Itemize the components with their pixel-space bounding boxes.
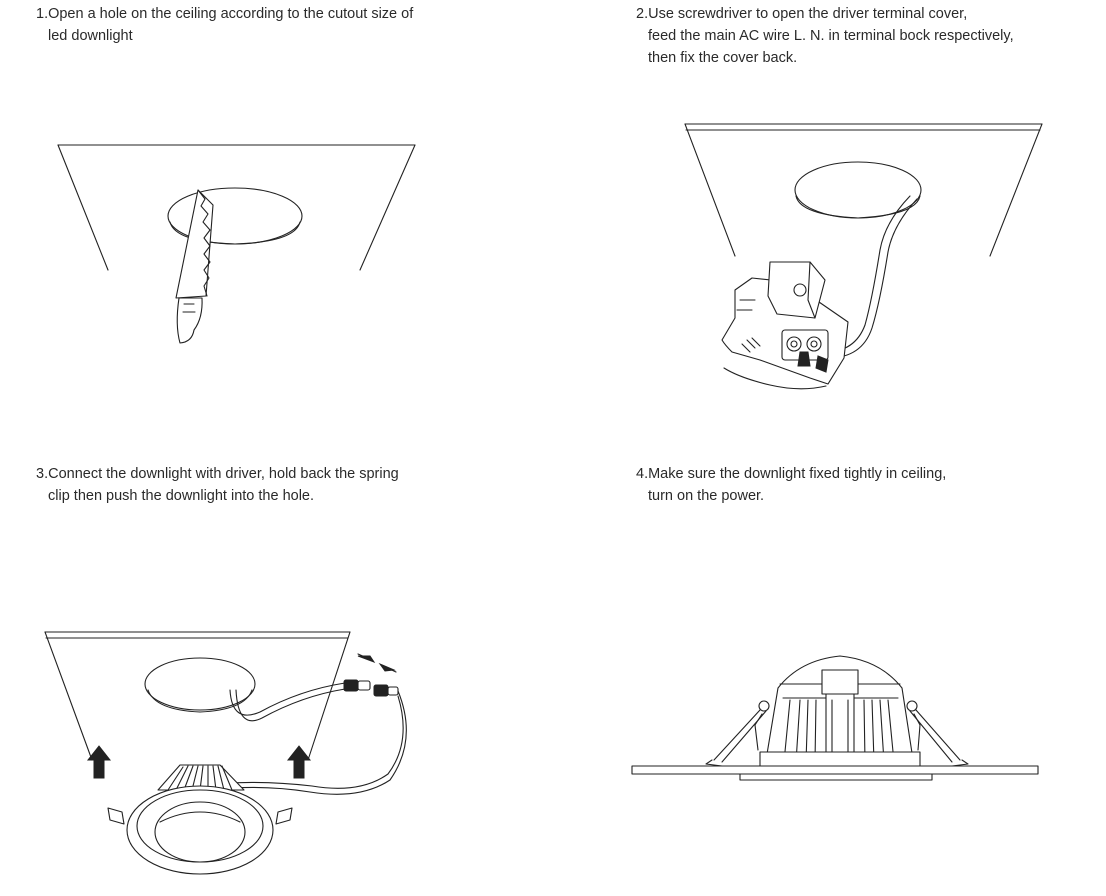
step-1-line-2: led downlight	[48, 28, 133, 44]
step-3-line-1: 3.Connect the downlight with driver, hold back the spring	[36, 466, 399, 482]
step-1-line-1: 1.Open a hole on the ceiling according to the cutout size of	[36, 6, 414, 22]
step-4-line-2: turn on the power.	[648, 488, 765, 504]
step-4-line-1: 4.Make sure the downlight fixed tightly in ceiling,	[636, 466, 947, 482]
step-2-line-1: 2.Use screwdriver to open the driver terminal cover,	[636, 6, 968, 22]
step-3-line-2: clip then push the downlight into the hole.	[48, 488, 315, 504]
ceiling-panel-4	[632, 766, 1038, 780]
downlight-icon	[760, 656, 920, 766]
step-2-line-2: feed the main AC wire L. N. in terminal bock respectively,	[648, 28, 1014, 44]
step-2-line-3: then fix the cover back.	[648, 50, 798, 66]
